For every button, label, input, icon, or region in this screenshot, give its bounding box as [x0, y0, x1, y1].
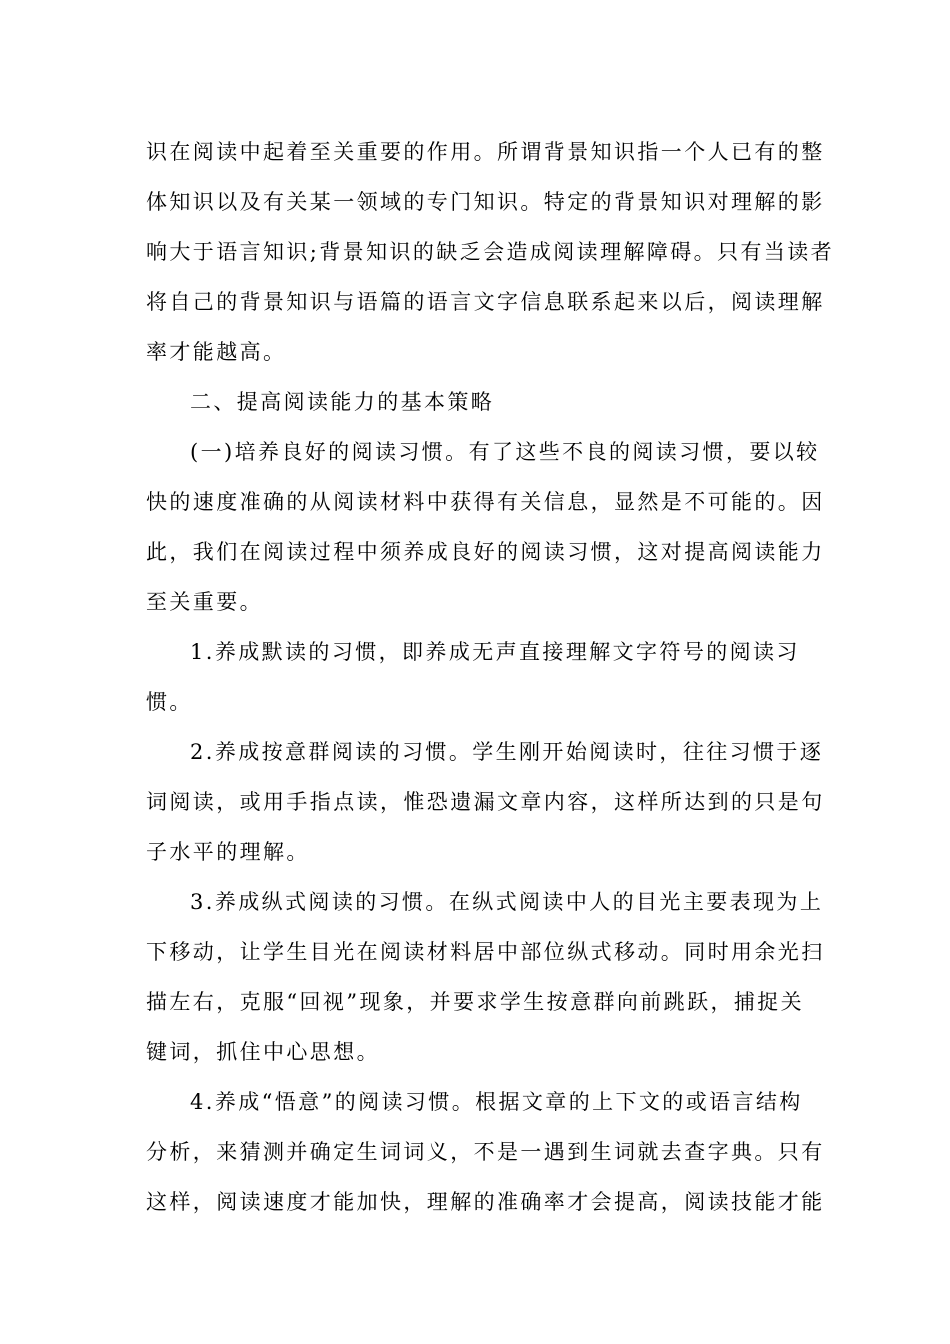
text-line: 识在阅读中起着至关重要的作用。所谓背景知识指一个人已有的整 — [146, 140, 825, 164]
text-line: 至关重要。 — [146, 590, 263, 614]
text-line: 词阅读，或用手指点读，惟恐遗漏文章内容，这样所达到的只是句 — [146, 790, 825, 814]
text-line: 分析，来猜测并确定生词词义，不是一遇到生词就去查字典。只有 — [146, 1140, 825, 1164]
list-item-3: 3.养成纵式阅读的习惯。在纵式阅读中人的目光主要表现为上 — [190, 890, 824, 914]
text-line: 子水平的理解。 — [146, 840, 310, 864]
list-item-4: 4.养成“悟意”的阅读习惯。根据文章的上下文的或语言结构 — [190, 1090, 803, 1114]
text-line: 体知识以及有关某一领域的专门知识。特定的背景知识对理解的影 — [146, 190, 825, 214]
text-line: 响大于语言知识;背景知识的缺乏会造成阅读理解障碍。只有当读者 — [146, 240, 835, 264]
subsection-heading: (一)培养良好的阅读习惯。有了这些不良的阅读习惯，要以较 — [190, 440, 820, 464]
text-line: 下移动，让学生目光在阅读材料居中部位纵式移动。同时用余光扫 — [146, 940, 825, 964]
text-line: 这样，阅读速度才能加快，理解的准确率才会提高，阅读技能才能 — [146, 1190, 825, 1214]
list-item-1: 1.养成默读的习惯，即养成无声直接理解文字符号的阅读习 — [190, 640, 800, 664]
text-line: 快的速度准确的从阅读材料中获得有关信息，显然是不可能的。因 — [146, 490, 825, 514]
text-line: 描左右，克服“回视”现象，并要求学生按意群向前跳跃，捕捉关 — [146, 990, 805, 1014]
text-line: 惯。 — [146, 690, 193, 714]
text-line: 将自己的背景知识与语篇的语言文字信息联系起来以后，阅读理解 — [146, 290, 825, 314]
section-heading: 二、提高阅读能力的基本策略 — [190, 390, 495, 414]
text-line: 键词，抓住中心思想。 — [146, 1040, 380, 1064]
list-item-2: 2.养成按意群阅读的习惯。学生刚开始阅读时，往往习惯于逐 — [190, 740, 824, 764]
text-line: 率才能越高。 — [146, 340, 287, 364]
text-line: 此，我们在阅读过程中须养成良好的阅读习惯，这对提高阅读能力 — [146, 540, 825, 564]
